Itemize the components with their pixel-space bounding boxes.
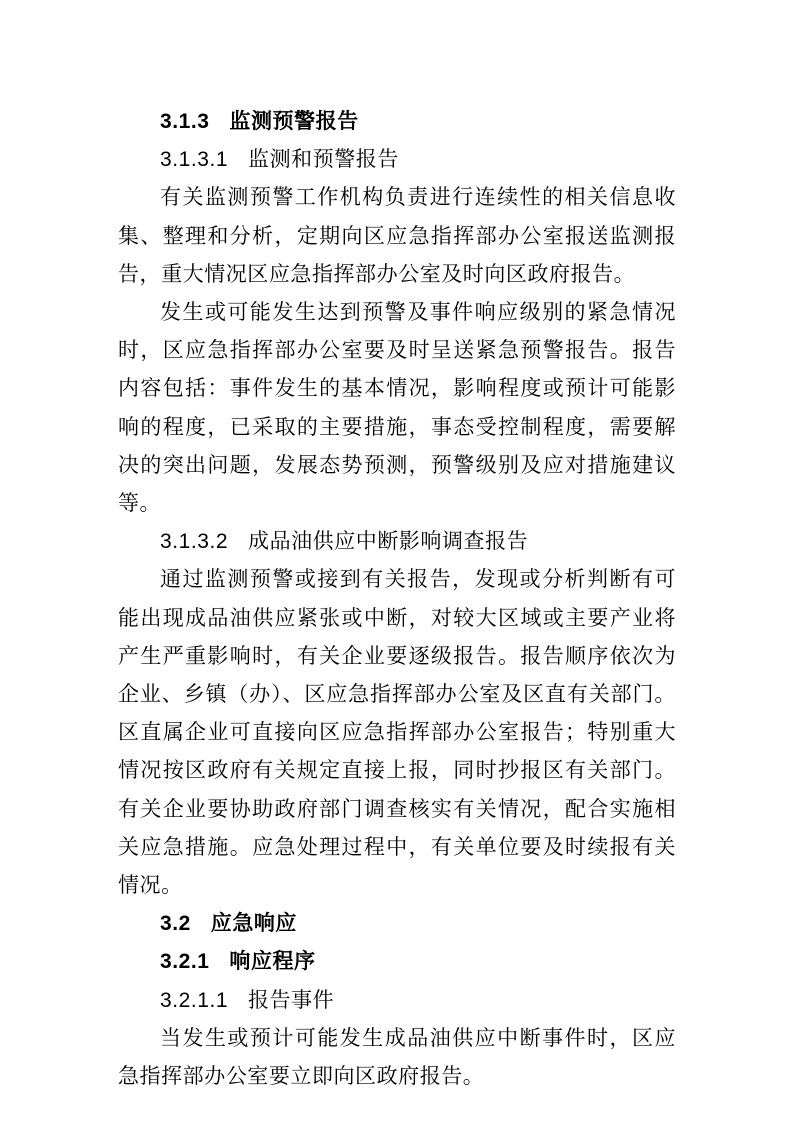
section-heading-3-2-1 xyxy=(118,943,676,981)
section-number: 3.2.1 xyxy=(160,950,210,974)
section-heading-3-1-3 xyxy=(118,103,676,141)
subsection-number: 3.1.3.2 xyxy=(160,530,229,554)
subsection-number: 3.2.1.1 xyxy=(160,988,229,1012)
section-number: 3.1.3 xyxy=(160,110,210,133)
subsection-title: 成品油供应中断影响调查报告 xyxy=(248,530,529,554)
section-heading-3-2 xyxy=(118,905,676,943)
section-title: 监测预警报告 xyxy=(229,110,359,133)
subsection-heading-3-1-3-2 xyxy=(118,523,676,561)
section-number: 3.2 xyxy=(160,912,191,936)
subsection-heading-3-2-1-1 xyxy=(118,982,676,1020)
document-content xyxy=(118,103,676,1096)
paragraph-report-event: 当发生或预计可能发生成品油供应中断事件时，区应急指挥部办公室要立即向区政府报告。 xyxy=(118,1026,676,1089)
section-title: 响应程序 xyxy=(229,950,316,974)
subsection-title: 报告事件 xyxy=(248,988,335,1012)
subsection-title: 监测和预警报告 xyxy=(248,148,399,172)
paragraph-monitoring-info: 有关监测预警工作机构负责进行连续性的相关信息收集、整理和分析，定期向区应急指挥部办公室报送监测报告，重大情况区应急指挥部办公室及时向区政府报告。 xyxy=(118,186,676,286)
paragraph-urgent-warning-report: 发生或可能发生达到预警及事件响应级别的紧急情况时，区应急指挥部办公室要及时呈送紧急预警报告。报告内容包括：事件发生的基本情况，影响程度或预计可能影响的程度，已采取的主要措施，事态受控制程度，需要解决的突出问题，发展态势预测，预警级别及应对措施建议等。 xyxy=(118,301,676,516)
subsection-number: 3.1.3.1 xyxy=(160,148,229,172)
subsection-heading-3-1-3-1 xyxy=(118,141,676,179)
section-title: 应急响应 xyxy=(210,912,297,936)
paragraph-supply-interruption-report: 通过监测预警或接到有关报告，发现或分析判断有可能出现成品油供应紧张或中断，对较大区域或主要产业将产生严重影响时，有关企业要逐级报告。报告顺序依次为企业、乡镇（办）、区应急指挥部办公室及区直有关部门。区直属企业可直接向区应急指挥部办公室报告；特别重大情况按区政府有关规定直接上报，同时抄报区有关部门。有关企业要协助政府部门调查核实有关情况，配合实施相关应急措施。应急处理过程中，有关单位要及时续报有关情况。 xyxy=(118,568,676,898)
